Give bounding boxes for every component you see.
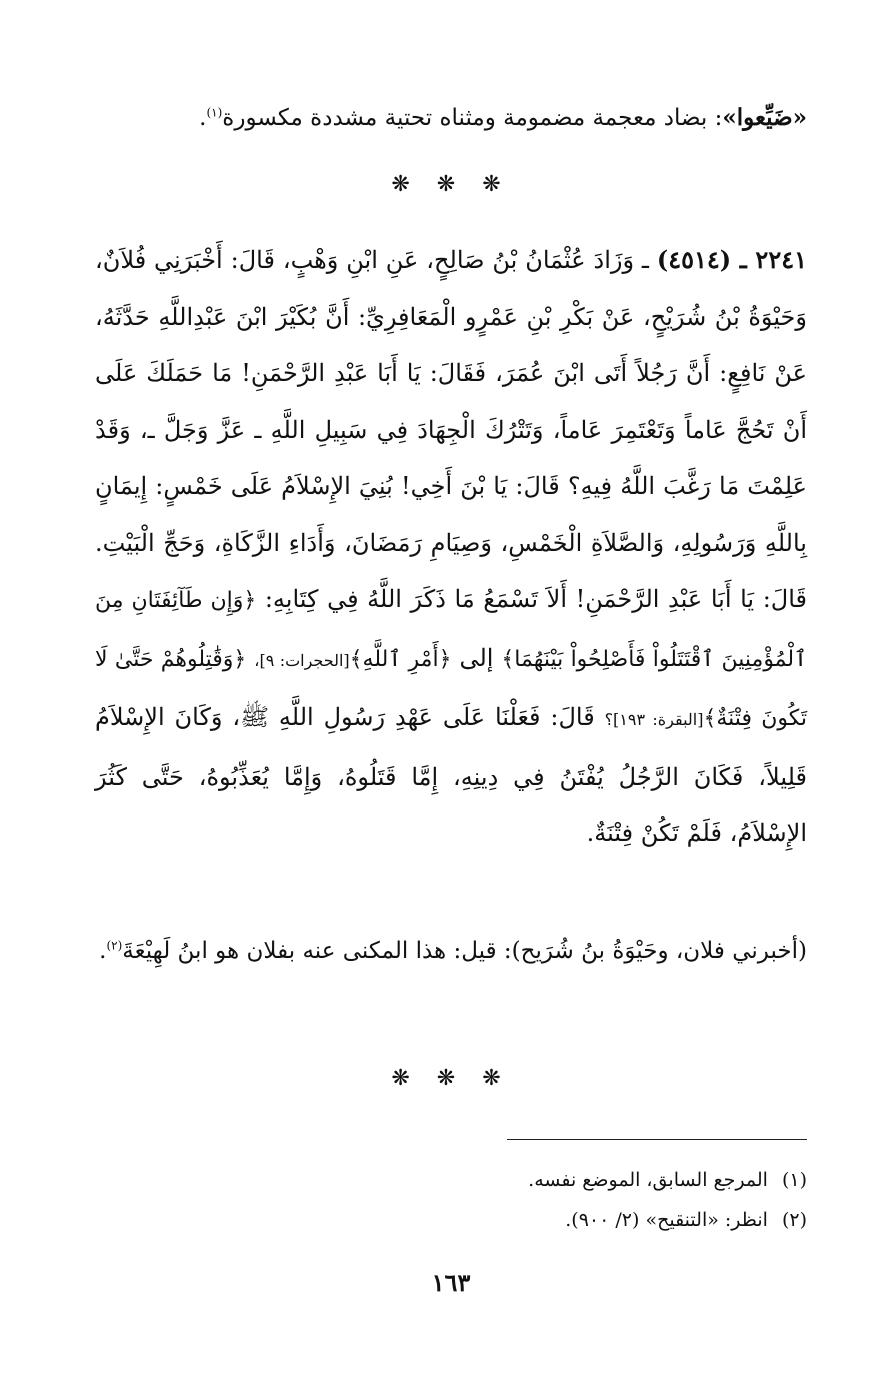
quran-ref-hujurat: [الحجرات: ٩]،	[254, 650, 350, 670]
note-end: .	[199, 105, 207, 131]
hadith-to: إلى	[459, 643, 494, 672]
footnote-divider	[507, 1139, 807, 1140]
section-separator-top: ❋ ❋ ❋	[391, 172, 511, 197]
book-page	[95, 0, 807, 1381]
section-separator-bottom: ❋ ❋ ❋	[391, 1066, 511, 1091]
footnote-text: المرجع السابق، الموضع نفسه.	[528, 1169, 768, 1191]
footnote-item	[95, 1200, 807, 1240]
footnote-number: (١)	[781, 1169, 807, 1191]
quran-ref-baqara: [البقرة: ١٩٣]؟	[604, 710, 704, 729]
commentary-paragraph	[95, 923, 807, 979]
hadith-text-part-2: قَالَ: فَعَلْنَا عَلَى عَهْدِ رَسُولِ اللَّهِ ﷺ، وَكَانَ الإِسْلاَمُ قَلِيلاً، فَكَانَ الرَّجُلُ يُفْتَنُ فِي دِينِهِ، إِمَّا قَتَلُوهُ، وَإِمَّا يُعَذِّبُوهُ، حَتَّى كَثُرَ الإِسْلاَمُ، فَلَمْ تَكُنْ فِتْنَةٌ.	[95, 703, 807, 847]
commentary-end: .	[99, 938, 107, 964]
hadith-text-part-1: ـ وَزَادَ عُثْمَانُ بْنُ صَالِحٍ، عَنِ ابْنِ وَهْبٍ، قَالَ: أَخْبَرَنِي فُلاَنٌ، وَحَيْوَةُ بْنُ شُرَيْحٍ، عَنْ بَكْرِ بْنِ عَمْرٍو الْمَعَافِرِيِّ: أَنَّ بُكَيْرَ ابْنَ عَبْدِاللَّهِ حَدَّثَهُ، عَنْ نَافِعٍ: أَنَّ رَجُلاً أَتَى ابْنَ عُمَرَ، فَقَالَ: يَا أَبَا عَبْدِ الرَّحْمَنِ! مَا حَمَلَكَ عَلَى أَنْ تَحُجَّ عَاماً وَتَعْتَمِرَ عَاماً، وَتَتْرُكَ الْجِهَادَ فِي سَبِيلِ اللَّهِ ـ عَزَّ وَجَلَّ ـ، وَقَدْ عَلِمْتَ مَا رَغَّبَ اللَّهُ فِيهِ؟ قَالَ: يَا بْنَ أَخِي! بُنِيَ الإِسْلاَمُ عَلَى خَمْسٍ: إِيمَانٍ بِاللَّهِ وَرَسُولِهِ، وَالصَّلاَةِ الْخَمْسِ، وَصِيَامِ رَمَضَانَ، وَأَدَاءِ الزَّكَاةِ، وَحَجِّ الْبَيْتِ. قَالَ: يَا أَبَا عَبْدِ الرَّحْمَنِ! أَلاَ تَسْمَعُ مَا ذَكَرَ اللَّهُ فِي كِتَابِهِ:	[95, 246, 807, 613]
hadith-number: ٢٢٤١ ـ (٤٥١٤)	[656, 245, 807, 274]
footnote-ref-1[interactable]: (١)	[206, 105, 223, 120]
hadith-paragraph	[95, 232, 807, 862]
quran-verse-2: ﴿أَمْرِ ٱللَّهِ﴾	[349, 646, 452, 672]
commentary-text: (أخبرني فلان، وحَيْوَةُ بنُ شُرَيح): قيل: هذا المكنى عنه بفلان هو ابنُ لَهِيْعَةَ	[122, 938, 807, 964]
quran-verse-1: ﴿وَإِن طَآئِفَتَانِ مِنَ ٱلْمُؤْمِنِينَ ٱقْتَتَلُواْ فَأَصْلِحُواْ بَيْنَهُمَا﴾	[95, 588, 807, 672]
footnote-item	[95, 1160, 807, 1200]
footnotes-list	[95, 1160, 807, 1240]
footnote-text: انظر: «التنقيح» (٢/ ٩٠٠).	[565, 1209, 768, 1231]
page-number: ١٦٣	[431, 1268, 471, 1297]
footnote-ref-2[interactable]: (٢)	[106, 938, 123, 953]
note-word: «ضَيِّعوا»	[722, 104, 807, 131]
word-note	[95, 98, 807, 138]
note-text: : بضاد معجمة مضمومة ومثناه تحتية مشددة مكسورة	[222, 105, 723, 131]
footnote-number: (٢)	[781, 1209, 807, 1231]
quran-verse-3: ﴿وَقَٰتِلُوهُمْ حَتَّىٰ لَا تَكُونَ فِتْنَةٌ﴾	[95, 646, 807, 731]
